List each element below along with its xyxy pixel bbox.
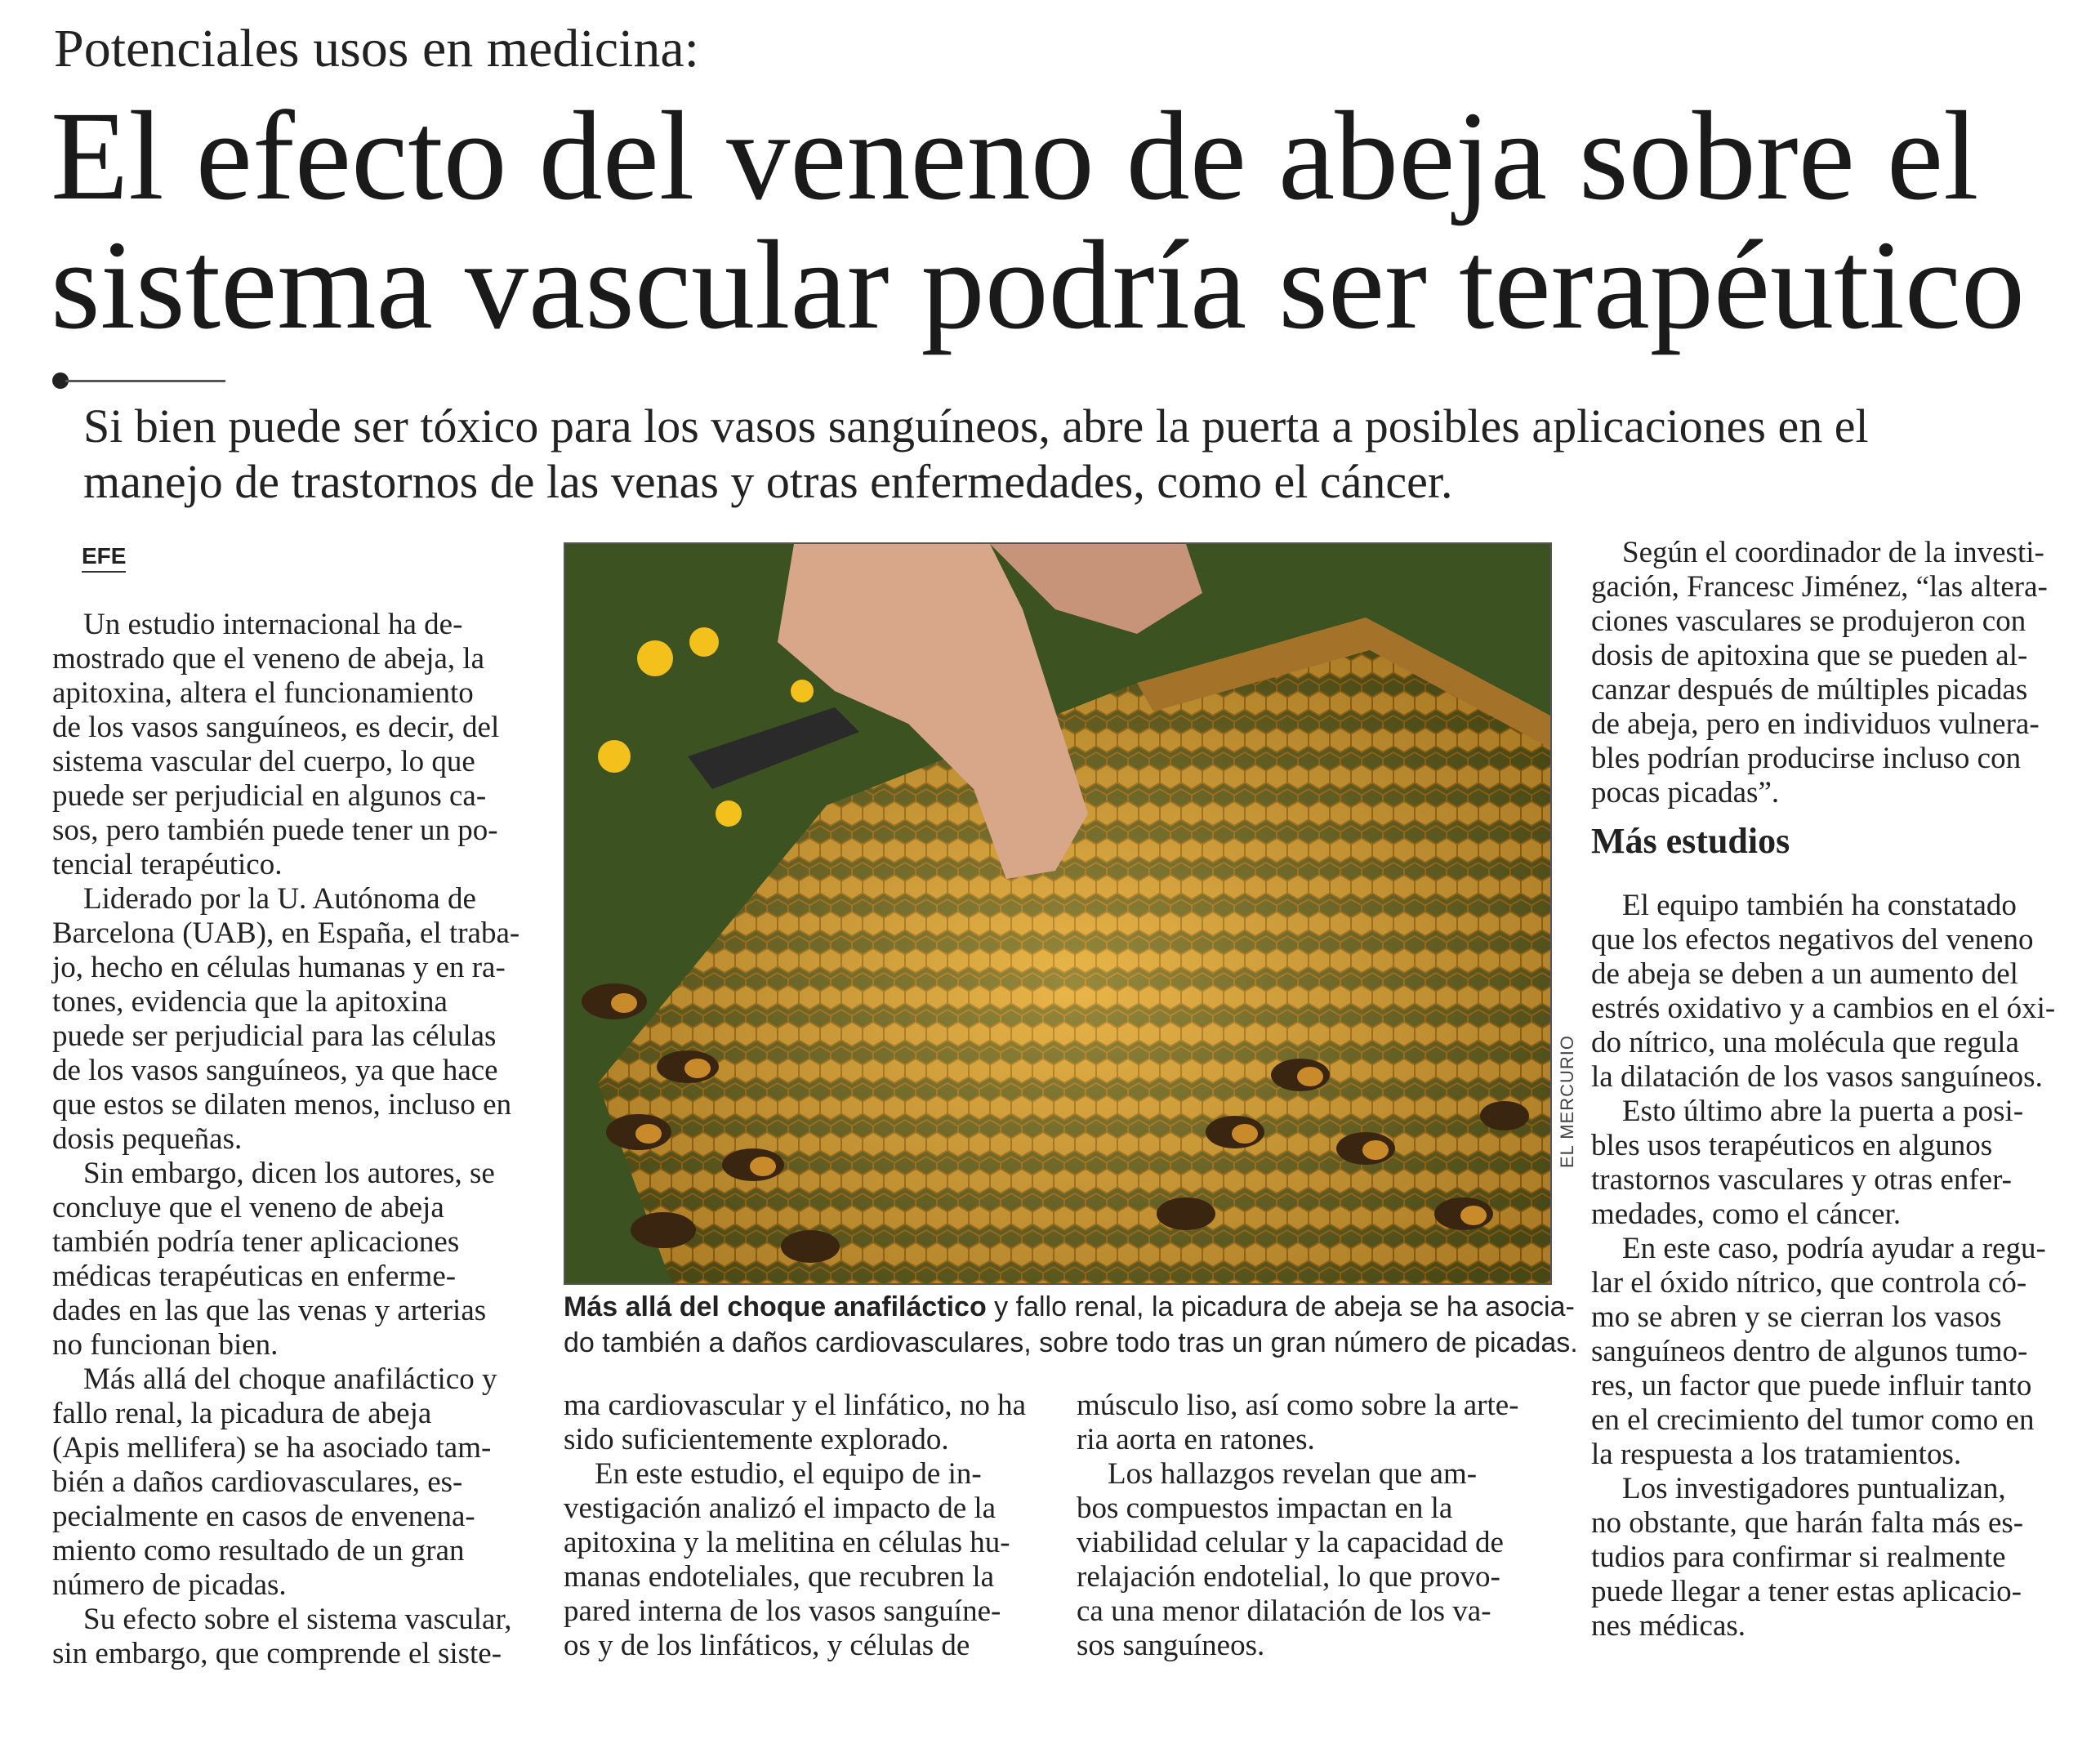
body-line: puede ser perjudicial para las células: [52, 1019, 497, 1053]
body-line: viabilidad celular y la capacidad de: [1077, 1526, 1504, 1559]
body-line: de los vasos sanguíneos, ya que hace: [52, 1054, 498, 1087]
body-line: bles podrían producirse incluso con: [1591, 742, 2022, 775]
body-line: Esto último abre la puerta a posi-: [1622, 1095, 2024, 1128]
body-line: ciones vasculares se produjeron con: [1591, 604, 2026, 638]
photo-caption: [564, 1289, 1576, 1361]
kicker: Potenciales usos en medicina:: [54, 19, 699, 78]
body-line: pared interna de los vasos sanguíne-: [564, 1594, 1001, 1628]
headline-line: sistema vascular podría ser terapéutico: [51, 214, 2026, 355]
body-line: manas endoteliales, que recubren la: [564, 1560, 995, 1594]
body-line: sistema vascular del cuerpo, lo que: [52, 745, 475, 778]
deck-line: Si bien puede ser tóxico para los vasos sanguíneos, abre la puerta a posibles aplicaciones en el: [83, 399, 1869, 453]
body-line: tudios para confirmar si realmente: [1591, 1541, 2006, 1574]
honeycomb-photo: [564, 542, 1552, 1285]
body-line: de abeja se deben a un aumento del: [1591, 957, 2018, 991]
caption-line: do también a daños cardiovasculares, sobre todo tras un gran número de picadas.: [564, 1327, 1578, 1358]
body-line: Barcelona (UAB), en España, el traba-: [52, 916, 520, 950]
body-line: os y de los linfáticos, y células de: [564, 1629, 970, 1662]
body-line: en el crecimiento del tumor como en: [1591, 1403, 2035, 1437]
body-line: sin embargo, que comprende el siste-: [52, 1637, 502, 1670]
body-line: médicas terapéuticas en enferme-: [52, 1260, 457, 1293]
body-line: Un estudio internacional ha de-: [83, 608, 463, 641]
deck: [83, 399, 2076, 510]
body-line: ria aorta en ratones.: [1077, 1423, 1315, 1456]
body-line: relajación endotelial, lo que provo-: [1077, 1560, 1500, 1594]
body-line: ma cardiovascular y el linfático, no ha: [564, 1389, 1027, 1422]
body-line: fallo renal, la picadura de abeja: [52, 1397, 432, 1430]
body-line: tones, evidencia que la apitoxina: [52, 985, 448, 1019]
body-line: sido suficientemente explorado.: [564, 1423, 949, 1456]
body-line: medades, como el cáncer.: [1591, 1197, 1902, 1231]
body-line: bles usos terapéuticos en algunos: [1591, 1129, 1993, 1162]
body-line: canzar después de múltiples picadas: [1591, 673, 2028, 707]
body-line: En este estudio, el equipo de in-: [595, 1457, 982, 1491]
body-line: mo se abren y se cierran los vasos: [1591, 1300, 2002, 1334]
body-line: trastornos vasculares y otras enfer-: [1591, 1163, 2013, 1197]
body-line: puede llegar a tener estas aplicacio-: [1591, 1575, 2022, 1608]
body-line: bién a daños cardiovasculares, es-: [52, 1465, 463, 1499]
body-line: de los vasos sanguíneos, es decir, del: [52, 711, 500, 744]
body-line: pecialmente en casos de envenena-: [52, 1500, 475, 1533]
body-line: res, un factor que puede influir tanto: [1591, 1369, 2032, 1402]
body-line: mostrado que el veneno de abeja, la: [52, 642, 485, 676]
body-line: número de picadas.: [52, 1568, 287, 1602]
body-line: la dilatación de los vasos sanguíneos.: [1591, 1060, 2043, 1094]
body-line: vestigación analizó el impacto de la: [564, 1492, 996, 1525]
body-line: puede ser perjudicial en algunos ca-: [52, 779, 487, 813]
column-3: [1077, 1389, 1558, 1663]
body-line: sos sanguíneos.: [1077, 1629, 1265, 1662]
body-line: dosis pequeñas.: [52, 1122, 243, 1156]
body-line: no funcionan bien.: [52, 1328, 279, 1362]
headline-line: El efecto del veneno de abeja sobre el: [51, 85, 1979, 226]
body-line: gación, Francesc Jiménez, “las altera-: [1591, 570, 2048, 604]
body-line: no obstante, que harán falta más es-: [1591, 1506, 2024, 1540]
body-line: Los hallazgos revelan que am-: [1108, 1457, 1478, 1491]
body-line: nes médicas.: [1591, 1609, 1746, 1643]
body-line: ca una menor dilatación de los va-: [1077, 1594, 1491, 1628]
body-line: estrés oxidativo y a cambios en el óxi-: [1591, 992, 2056, 1025]
body-line: apitoxina, altera el funcionamiento: [52, 676, 474, 710]
body-line: Liderado por la U. Autónoma de: [83, 882, 476, 916]
body-line: Su efecto sobre el sistema vascular,: [83, 1603, 512, 1636]
body-line: jo, hecho en células humanas y en ra-: [52, 951, 506, 984]
honeycomb-illustration: [565, 544, 1550, 1283]
body-line: que los efectos negativos del veneno: [1591, 923, 2034, 956]
divider-line: [65, 380, 225, 382]
body-line: Los investigadores puntualizan,: [1622, 1472, 2006, 1505]
body-line: Según el coordinador de la investi-: [1622, 536, 2044, 569]
body-line: Sin embargo, dicen los autores, se: [83, 1157, 495, 1190]
column-1: [52, 608, 526, 1671]
body-line: pocas picadas”.: [1591, 776, 1780, 809]
body-line: sanguíneos dentro de algunos tumo-: [1591, 1335, 2028, 1368]
body-line: sos, pero también puede tener un po-: [52, 814, 498, 847]
body-line: tencial terapéutico.: [52, 848, 283, 881]
body-line: también podría tener aplicaciones: [52, 1225, 460, 1259]
body-line: concluye que el veneno de abeja: [52, 1191, 444, 1224]
body-line: Más allá del choque anafiláctico y: [83, 1362, 497, 1396]
caption-bold: Más allá del choque anafiláctico: [564, 1291, 987, 1322]
photo-credit: EL MERCURIO: [1557, 1035, 1577, 1168]
body-line: la respuesta a los tratamientos.: [1591, 1438, 1962, 1471]
column-2: [564, 1389, 1046, 1663]
body-line: (Apis mellifera) se ha asociado tam-: [52, 1431, 492, 1465]
headline: [51, 85, 2044, 355]
body-line: El equipo también ha constatado: [1622, 889, 2017, 922]
deck-line: manejo de trastornos de las venas y otras enfermedades, como el cáncer.: [83, 455, 1453, 508]
column-4: [1591, 536, 2073, 1643]
caption-line: [564, 1289, 1576, 1325]
body-line: dosis de apitoxina que se pueden al-: [1591, 639, 2028, 672]
subheading: Más estudios: [1591, 821, 1790, 861]
body-line: músculo liso, así como sobre la arte-: [1077, 1389, 1519, 1422]
body-line: bos compuestos impactan en la: [1077, 1492, 1453, 1525]
body-line: lar el óxido nítrico, que controla có-: [1591, 1266, 2027, 1300]
body-line: En este caso, podría ayudar a regu-: [1622, 1232, 2046, 1265]
body-line: apitoxina y la melitina en células hu-: [564, 1526, 1010, 1559]
byline: EFE: [82, 544, 126, 573]
body-line: do nítrico, una molécula que regula: [1591, 1026, 2019, 1059]
body-line: dades en las que las venas y arterias: [52, 1294, 487, 1327]
caption-text: y fallo renal, la picadura de abeja se ha asocia-: [986, 1291, 1575, 1322]
body-line: de abeja, pero en individuos vulnera-: [1591, 707, 2040, 741]
body-line: que estos se dilaten menos, incluso en: [52, 1088, 512, 1121]
body-line: miento como resultado de un gran: [52, 1534, 465, 1567]
